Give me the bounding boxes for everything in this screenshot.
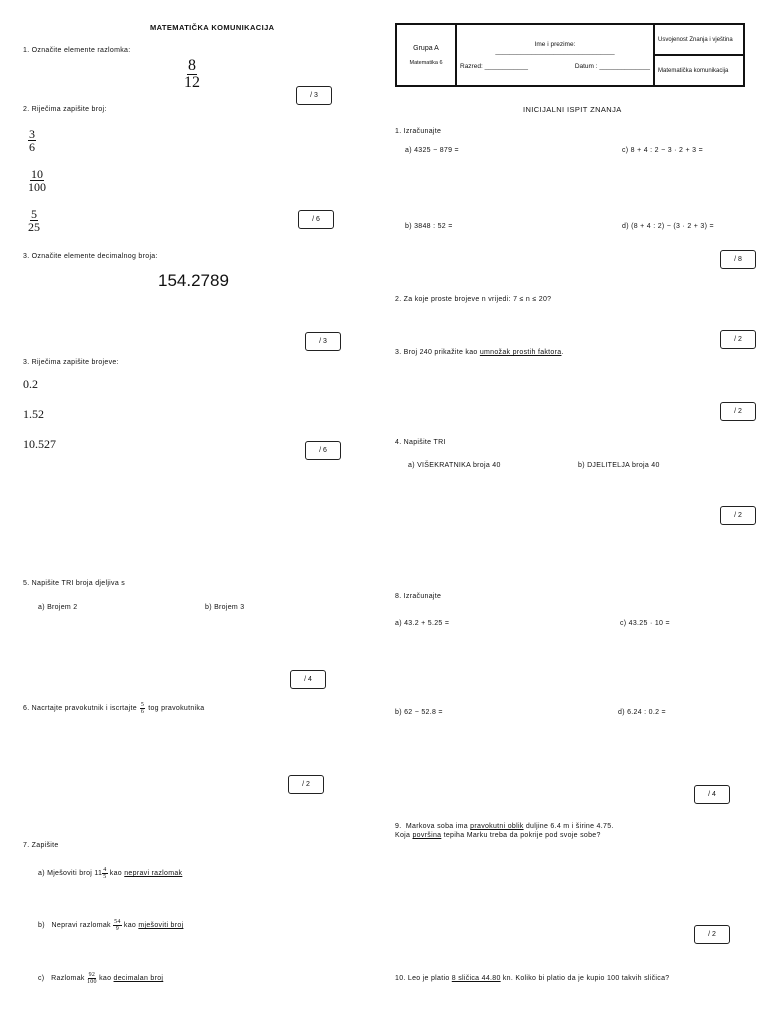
q1-numerator: 8 <box>188 57 196 74</box>
r-q2-score-box: / 2 <box>720 330 756 349</box>
q3a-label: 3. Označite elemente decimalnog broja: <box>23 253 158 260</box>
q1-score-box: / 3 <box>296 86 332 105</box>
q3b-score-box: / 6 <box>305 441 341 460</box>
r-q8-item-b: b) 62 − 52.8 = <box>395 709 443 716</box>
page-title-left: MATEMATIČKA KOMUNIKACIJA <box>150 23 275 32</box>
header-table <box>395 23 745 87</box>
r-q1-item-c: c) 8 + 4 : 2 − 3 · 2 + 3 = <box>622 147 703 154</box>
r-q1-item-b: b) 3848 : 52 = <box>405 223 453 230</box>
q7-item-a: a) Mješoviti broj 11 $\frac{4}{5}$ kao nepravi razlomak <box>38 867 183 880</box>
q1-label: 1. Označite elemente razlomka: <box>23 47 131 54</box>
q6-score-box: / 2 <box>288 775 324 794</box>
r-q3-score-box: / 2 <box>720 402 756 421</box>
header-class-field: Razred: ____________ <box>460 62 528 70</box>
q3b-label: 3. Riječima zapišite brojeve: <box>23 359 119 366</box>
r-q8-score-box: / 4 <box>694 785 730 804</box>
q3b-number-2: 1.52 <box>23 407 44 421</box>
q5-score-box: / 4 <box>290 670 326 689</box>
q1-denominator: 12 <box>184 74 200 91</box>
r-q1-item-a: a) 4325 − 879 = <box>405 147 459 154</box>
header-name-cell: Ime i prezime: _________________________________ Razred: ____________ Datum : ______________ <box>456 24 654 86</box>
q2-fraction-2: $\frac{10}{100}$ <box>28 167 46 194</box>
q2-score-box: / 6 <box>298 210 334 229</box>
r-q8-label: 8. Izračunajte <box>395 593 442 600</box>
r-q9-score-box: / 2 <box>694 925 730 944</box>
r-q3-label: 3. Broj 240 prikažite kao umnožak prostih faktora. <box>395 349 564 356</box>
header-note2-cell: Matematička komunikacija <box>654 55 744 86</box>
r-q9-line1: 9. Markova soba ima pravokutni oblik duljine 6.4 m i širine 4.75. <box>395 823 614 830</box>
q3a-score-box: / 3 <box>305 332 341 351</box>
page-title-right: INICIJALNI ISPIT ZNANJA <box>523 105 622 114</box>
header-group-cell: Grupa A Matematika 6 <box>396 24 456 86</box>
q7-item-c: c) Razlomak $\frac{92}{100}$ kao decimalan broj <box>38 972 164 985</box>
r-q1-score-box: / 8 <box>720 250 756 269</box>
q2-fraction-3: $\frac{5}{25}$ <box>28 207 40 234</box>
r-q8-item-a: a) 43.2 + 5.25 = <box>395 620 450 627</box>
q7-item-b: b) Nepravi razlomak $\frac{54}{9}$ kao mješoviti broj <box>38 919 184 932</box>
r-q1-label: 1. Izračunajte <box>395 128 442 135</box>
q6-label: 6. Nacrtajte pravokutnik i iscrtajte $\frac{5}{6}$ tog pravokutnika <box>23 702 205 715</box>
r-q4-item-a: a) VIŠEKRATNIKA broja 40 <box>408 462 501 469</box>
q3b-number-1: 0.2 <box>23 377 38 391</box>
r-q8-item-d: d) 6.24 : 0.2 = <box>618 709 666 716</box>
r-q8-item-c: c) 43.25 · 10 = <box>620 620 670 627</box>
r-q4-item-b: b) DJELITELJA broja 40 <box>578 462 660 469</box>
q5-item-b: b) Brojem 3 <box>205 604 245 611</box>
q3b-number-3: 10.527 <box>23 437 56 451</box>
header-date-field: Datum : ______________ <box>574 62 650 70</box>
q2-label: 2. Riječima zapišite broj: <box>23 106 107 113</box>
q7-label: 7. Zapišite <box>23 842 59 849</box>
q5-item-a: a) Brojem 2 <box>38 604 78 611</box>
r-q2-label: 2. Za koje proste brojeve n vrijedi: 7 ≤ n ≤ 20? <box>395 296 552 303</box>
q1-fraction <box>184 58 200 91</box>
r-q9-line2: Koja površina tepiha Marku treba da pokrije pod svoje sobe? <box>395 832 601 839</box>
header-note1-cell: Usvojenost Znanja i vještina <box>654 24 744 55</box>
r-q10-label: 10. Leo je platio 8 sličica 44.80 kn. Koliko bi platio da je kupio 100 takvih sličica? <box>395 975 670 982</box>
q5-label: 5. Napišite TRI broja djeljiva s <box>23 580 126 587</box>
q3a-decimal-number: 154.2789 <box>158 271 229 290</box>
r-q1-item-d: d) (8 + 4 : 2) − (3 · 2 + 3) = <box>622 223 714 230</box>
r-q4-label: 4. Napišite TRI <box>395 439 446 446</box>
q2-fraction-1: $\frac{3}{6}$ <box>29 127 35 154</box>
r-q4-score-box: / 2 <box>720 506 756 525</box>
